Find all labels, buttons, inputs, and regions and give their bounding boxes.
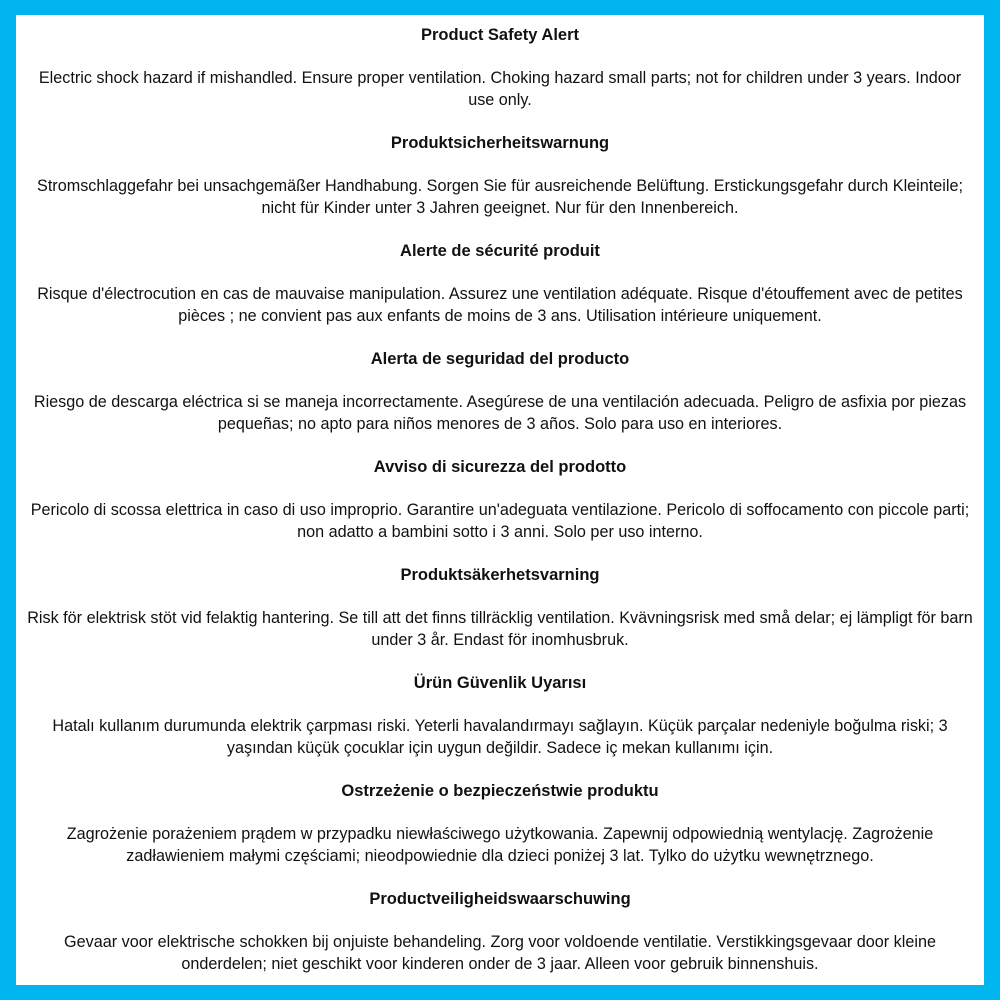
section-spanish bbox=[16, 349, 984, 435]
section-heading: Produktsäkerhetsvarning bbox=[400, 566, 600, 584]
section-heading: Ostrzeżenie o bezpieczeństwie produktu bbox=[341, 782, 659, 800]
section-body: Risque d'électrocution en cas de mauvaise manipulation. Assurez une ventilation adéquate. Risque d'étouffement avec de petites pièces ; ne convient pas aux enfants de moins de 3 ans. Utilisation intérieure uniquement. bbox=[37, 285, 963, 325]
section-heading: Alerte de sécurité produit bbox=[400, 242, 600, 260]
section-polish bbox=[16, 781, 984, 867]
section-heading: Productveiligheidswaarschuwing bbox=[369, 890, 631, 908]
section-body: Hatalı kullanım durumunda elektrik çarpması riski. Yeterli havalandırmayı sağlayın. Küçük parçalar nedeniyle boğulma riski; 3 yaşından küçük çocuklar için uygun değildir. Sadece iç mekan kullanımı için. bbox=[52, 717, 948, 757]
section-french bbox=[16, 241, 984, 327]
section-body: Pericolo di scossa elettrica in caso di uso improprio. Garantire un'adeguata ventilazione. Pericolo di soffocamento con piccole parti; non adatto a bambini sotto i 3 anni. Solo per uso interno. bbox=[30, 501, 970, 541]
section-heading: Alerta de seguridad del producto bbox=[370, 350, 630, 368]
section-body: Riesgo de descarga eléctrica si se maneja incorrectamente. Asegúrese de una ventilación adecuada. Peligro de asfixia por piezas pequeñas; no apto para niños menores de 3 años. Solo para uso en interiores. bbox=[33, 393, 967, 433]
section-dutch bbox=[16, 889, 984, 975]
section-body: Electric shock hazard if mishandled. Ensure proper ventilation. Choking hazard small parts; not for children under 3 years. Indoor use only. bbox=[38, 69, 962, 109]
section-english bbox=[16, 25, 984, 111]
section-body: Stromschlaggefahr bei unsachgemäßer Handhabung. Sorgen Sie für ausreichende Belüftung. Erstickungsgefahr durch Kleinteile; nicht für Kinder unter 3 Jahren geeignet. Nur für den Innenbereich. bbox=[37, 177, 963, 217]
section-german bbox=[16, 133, 984, 219]
section-heading: Ürün Güvenlik Uyarısı bbox=[413, 674, 587, 692]
section-body: Zagrożenie porażeniem prądem w przypadku niewłaściwego użytkowania. Zapewnij odpowiednią wentylację. Zagrożenie zadławieniem małymi częściami; nieodpowiednie dla dzieci poniżej 3 lat. Tylko do użytku wewnętrznego. bbox=[66, 825, 934, 865]
section-heading: Produktsicherheitswarnung bbox=[390, 134, 610, 152]
section-turkish bbox=[16, 673, 984, 759]
section-swedish bbox=[16, 565, 984, 651]
safety-alert-document bbox=[16, 15, 984, 985]
section-body: Gevaar voor elektrische schokken bij onjuiste behandeling. Zorg voor voldoende ventilatie. Verstikkingsgevaar door kleine onderdelen; niet geschikt voor kinderen onder de 3 jaar. Alleen voor gebruik binnenshuis. bbox=[64, 933, 936, 973]
section-heading: Product Safety Alert bbox=[420, 26, 579, 44]
section-body: Risk för elektrisk stöt vid felaktig hantering. Se till att det finns tillräcklig ventilation. Kvävningsrisk med små delar; ej lämpligt för barn under 3 år. Endast för inomhusbruk. bbox=[27, 609, 973, 649]
section-heading: Avviso di sicurezza del prodotto bbox=[373, 458, 627, 476]
section-italian bbox=[16, 457, 984, 543]
